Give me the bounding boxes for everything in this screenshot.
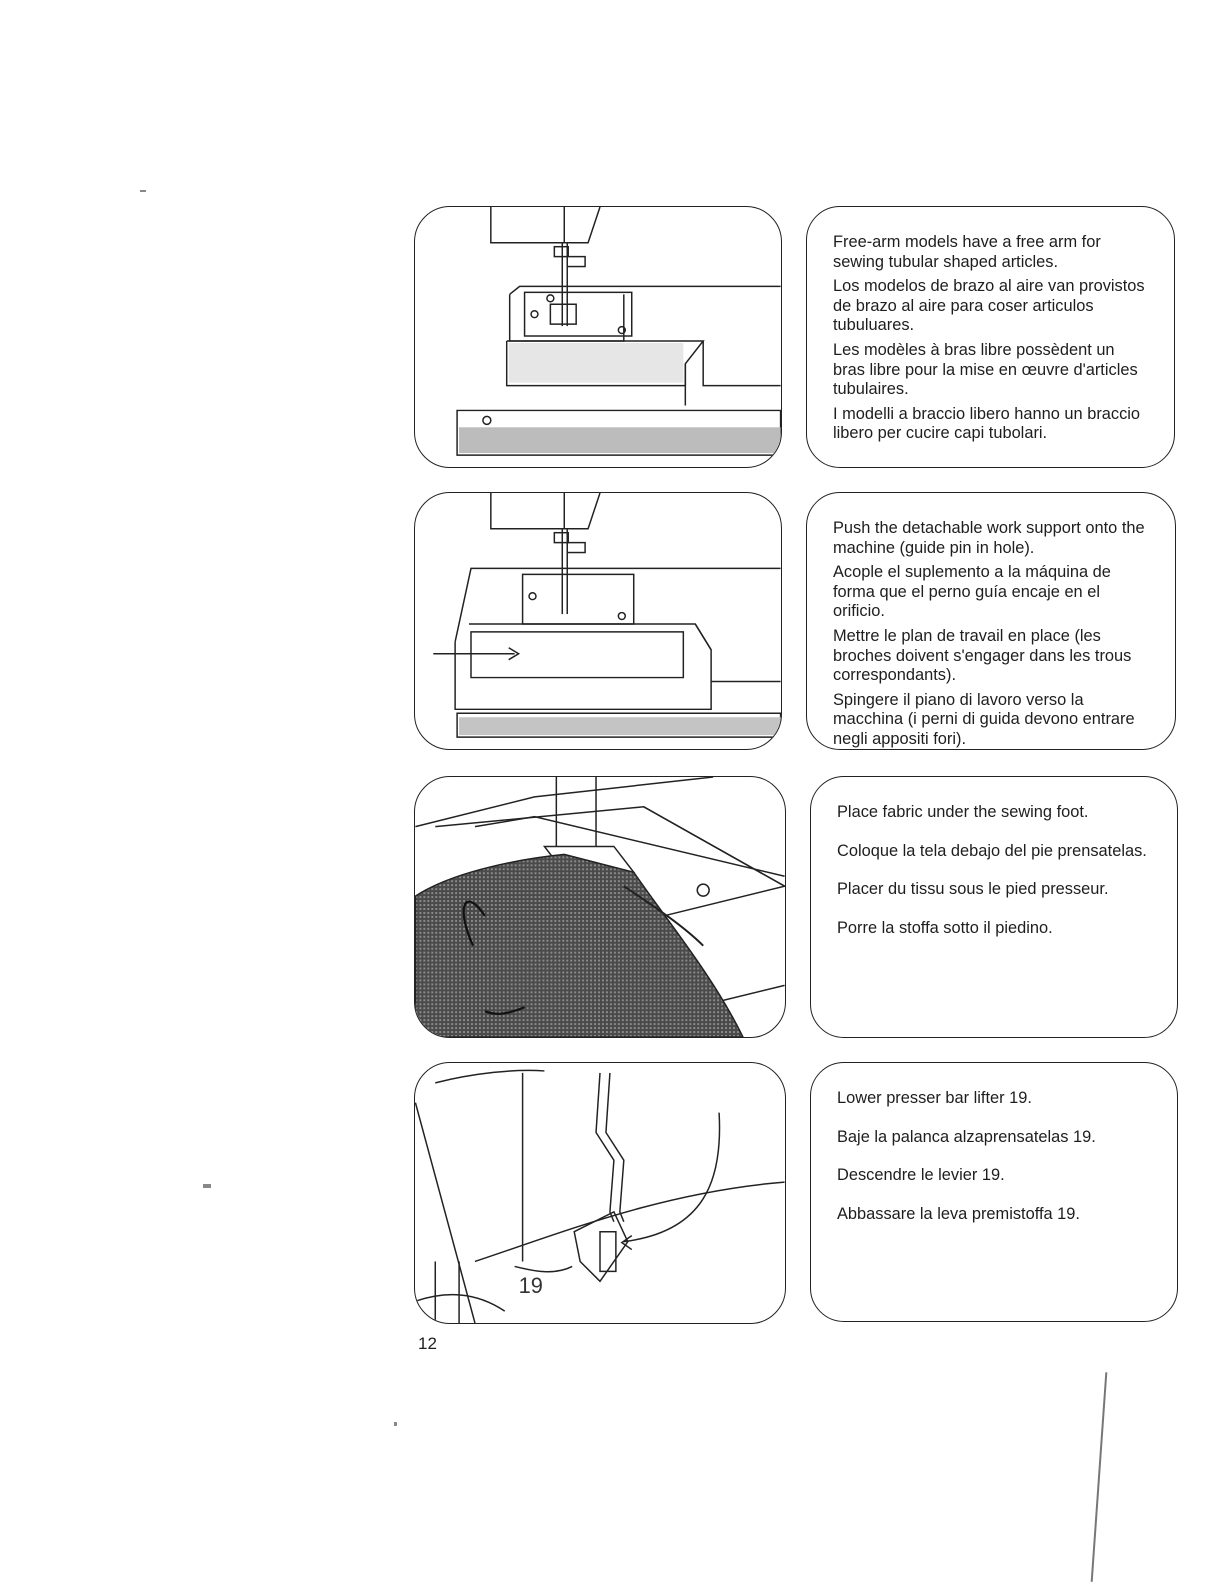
text-english: Lower presser bar lifter 19.	[837, 1089, 1032, 1107]
presser-lifter-drawing	[415, 1063, 785, 1323]
scan-mark	[140, 190, 146, 192]
page-number: 12	[418, 1334, 437, 1353]
text-italian: Spingere il piano di lavoro verso la macchina (i perni di guida devono entrare negli appositi fori).	[833, 690, 1135, 748]
text-spanish: Acople el suplemento a la máquina de forma que el perno guía encaje en el orificio.	[833, 563, 1111, 621]
free-arm-illustration	[414, 206, 782, 468]
scan-mark	[203, 1184, 211, 1188]
text-italian: Porre la stoffa sotto il piedino.	[837, 918, 1053, 937]
text-spanish: Los modelos de brazo al aire van provistos de brazo al aire para coser articulos tubuluares.	[833, 277, 1145, 335]
presser-lifter-illustration	[414, 1062, 786, 1324]
scan-mark	[1091, 1372, 1107, 1582]
scan-mark	[394, 1422, 397, 1426]
fabric-drawing	[415, 777, 785, 1037]
text-italian: Abbassare la leva premistoffa 19.	[837, 1204, 1080, 1223]
step-work-support-text	[806, 492, 1176, 750]
work-support-illustration	[414, 492, 782, 750]
text-french: Descendre le levier 19.	[837, 1166, 1005, 1185]
work-support-drawing	[415, 493, 781, 749]
text-english: Free-arm models have a free arm for sewing tubular shaped articles.	[833, 233, 1101, 271]
text-french: Les modèles à bras libre possèdent un bras libre pour la mise en œuvre d'articles tubulaires.	[833, 340, 1138, 399]
text-english: Place fabric under the sewing foot.	[837, 803, 1089, 821]
text-french: Mettre le plan de travail en place (les broches doivent s'engager dans les trous correspondants).	[833, 626, 1132, 685]
text-french: Placer du tissu sous le pied presseur.	[837, 880, 1109, 899]
callout-label-19: 19	[518, 1273, 543, 1299]
step-free-arm-text	[806, 206, 1175, 468]
free-arm-drawing	[415, 207, 781, 467]
step-presser-lifter-text	[810, 1062, 1178, 1322]
text-spanish: Baje la palanca alzaprensatelas 19.	[837, 1127, 1096, 1146]
text-italian: I modelli a braccio libero hanno un braccio libero per cucire capi tubolari.	[833, 404, 1141, 443]
text-english: Push the detachable work support onto the machine (guide pin in hole).	[833, 519, 1145, 557]
fabric-illustration	[414, 776, 786, 1038]
text-spanish: Coloque la tela debajo del pie prensatelas.	[837, 841, 1147, 860]
step-fabric-text	[810, 776, 1178, 1038]
